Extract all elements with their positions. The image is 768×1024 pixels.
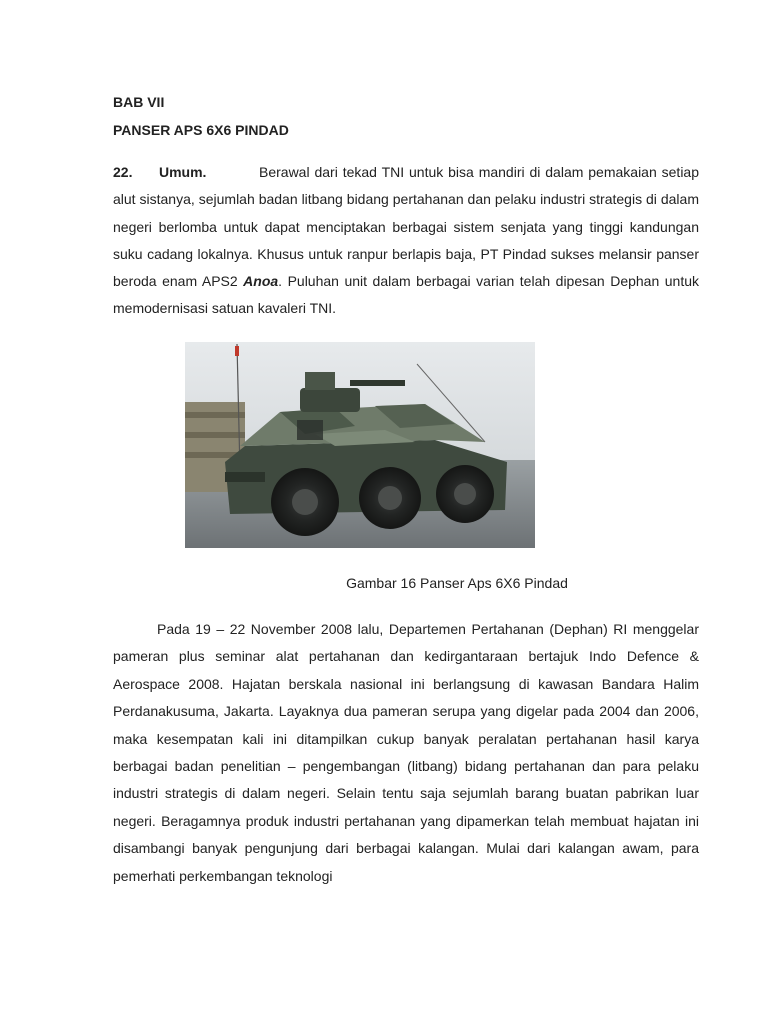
vehicle-name-emphasis: Anoa (243, 273, 279, 290)
document-body (113, 92, 699, 323)
section-text-part1: Berawal dari tekad TNI untuk bisa mandiri di dalam pemakaian setiap alut sistanya, sejumlah badan litbang bidang pertahanan dan pelaku industri strategis di dalam negeri berlomba untuk dapat menciptakan berbagai sistem senjata yang tinggi kandungan suku cadang lokalnya. Khusus untuk ranpur berlapis baja, PT Pindad sukses melansir panser beroda enam APS2 (113, 164, 699, 290)
figure-caption: Gambar 16 Panser Aps 6X6 Pindad (346, 575, 568, 591)
chapter-title: PANSER APS 6X6 PINDAD (113, 122, 289, 138)
chapter-heading: BAB VII (113, 94, 165, 110)
armored-vehicle-photo (185, 342, 535, 548)
section-number: 22. (113, 164, 133, 180)
section-22-paragraph (113, 159, 699, 323)
section-name: Umum. (159, 164, 207, 180)
section-text-part2: . Puluhan unit dalam berbagai varian telah dipesan Dephan untuk memodernisasi satuan kavaleri TNI. (113, 273, 700, 317)
armored-vehicle-illustration (185, 342, 535, 548)
body-paragraph-2: Pada 19 – 22 November 2008 lalu, Departemen Pertahanan (Dephan) RI menggelar pameran plus seminar alat pertahanan dan kedirgantaraan bertajuk Indo Defence & Aerospace 2008. Hajatan berskala nasional ini berlangsung di kawasan Bandara Halim Perdanakusuma, Jakarta. Layaknya dua pameran serupa yang digelar pada 2004 dan 2006, maka kesempatan kali ini ditampilkan cukup banyak peralatan pertahanan hasil karya berbagai badan penelitian – pengembangan (litbang) bidang pertahanan dan para pelaku industri strategis di dalam negeri. Selain tentu saja sejumlah barang buatan pabrikan luar negeri. Beragamnya produk industri pertahanan yang dipamerkan telah membuat hajatan ini disambangi banyak pengunjung dari berbagai kalangan. Mulai dari kalangan awam, para pemerhati perkembangan teknologi (113, 621, 699, 884)
